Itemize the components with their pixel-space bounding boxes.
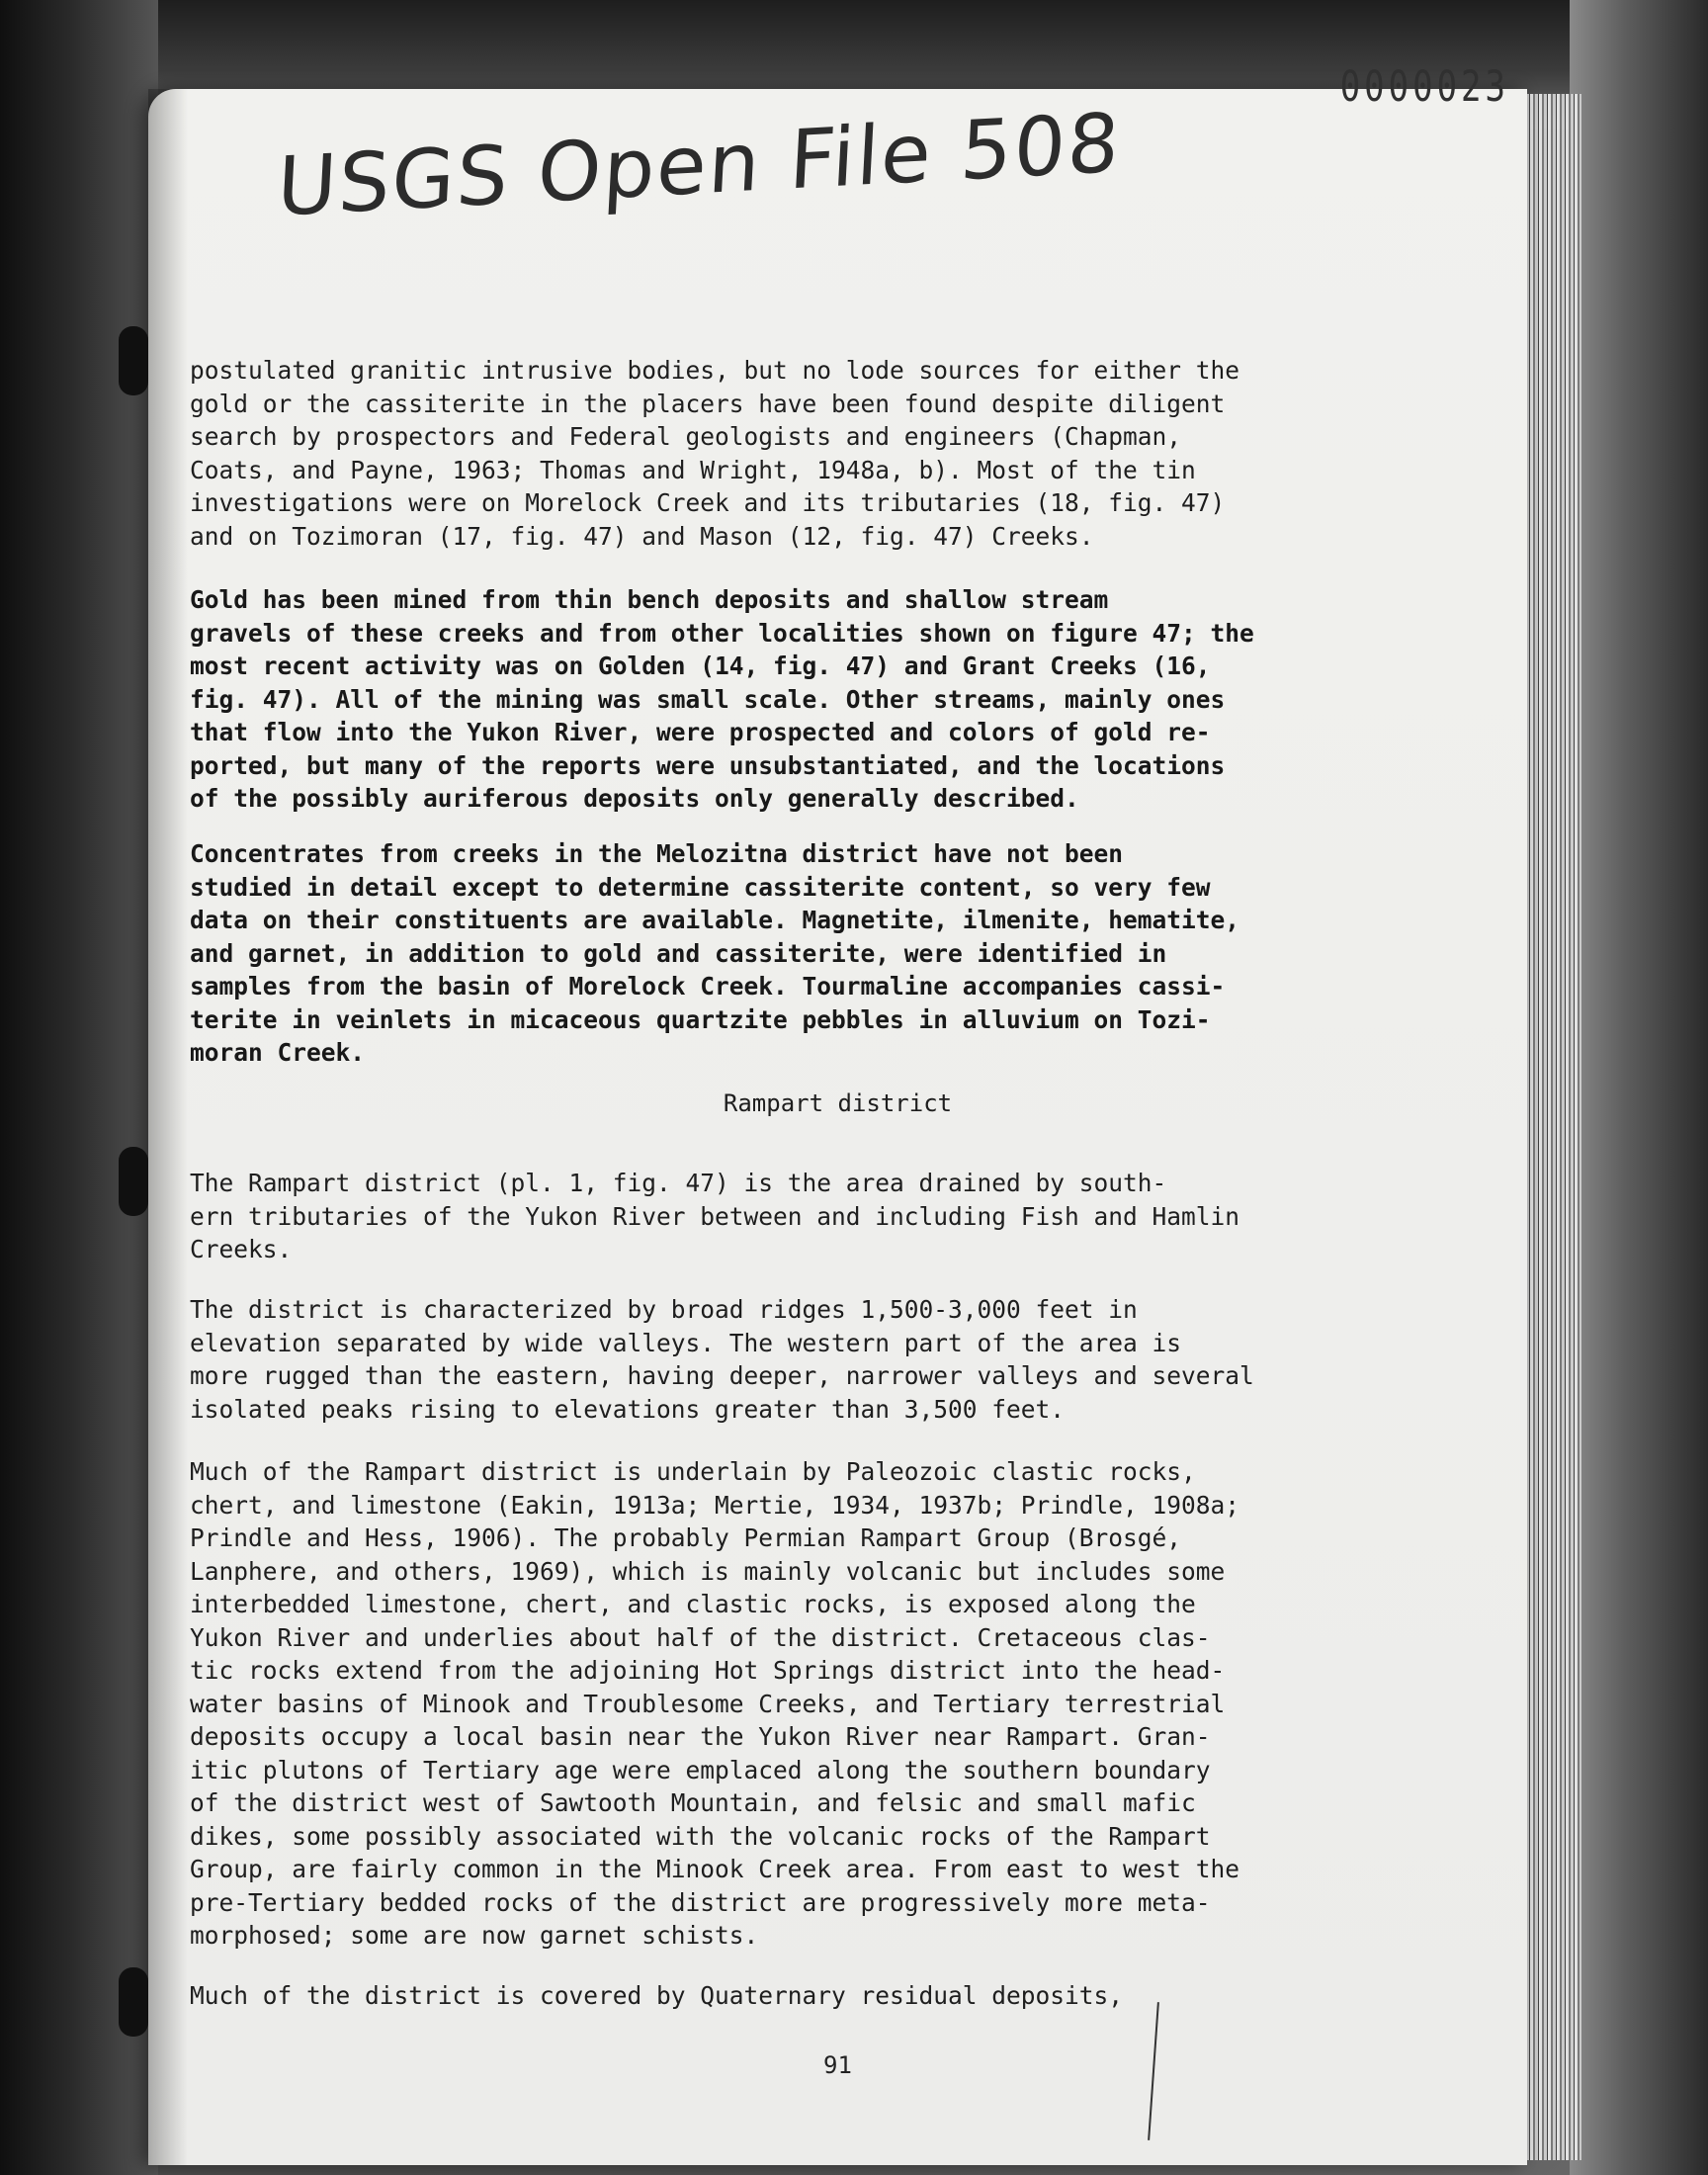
document-page [148, 62, 1527, 2165]
handwritten-title: USGS Open File 508 [275, 96, 1124, 235]
page-number: 91 [823, 2051, 852, 2079]
text-line: Much of the district is covered by Quaternary residual deposits, [190, 1981, 1124, 2010]
text-line: of the possibly auriferous deposits only generally described. [190, 784, 1079, 813]
text-line: and garnet, in addition to gold and cassiterite, were identified in [190, 938, 1167, 968]
text-line: itic plutons of Tertiary age were emplaced along the southern boundary [190, 1755, 1211, 1784]
text-line: isolated peaks rising to elevations greater than 3,500 feet. [190, 1394, 1066, 1424]
punch-hole [119, 1967, 148, 2037]
text-line: samples from the basin of Morelock Creek. Tourmaline accompanies cassi- [190, 972, 1226, 1000]
paragraph-1 [190, 354, 1475, 553]
text-line: postulated granitic intrusive bodies, but no lode sources for either the [190, 356, 1240, 385]
text-line: fig. 47). All of the mining was small scale. Other streams, mainly ones [190, 684, 1226, 714]
text-line: Lanphere, and others, 1969), which is mainly volcanic but includes some [190, 1556, 1226, 1586]
text-line: Yukon River and underlies about half of the district. Cretaceous clas- [190, 1622, 1211, 1652]
text-line: more rugged than the eastern, having deeper, narrower valleys and several [190, 1361, 1254, 1390]
text-line: pre-Tertiary bedded rocks of the district are progressively more meta- [190, 1887, 1211, 1917]
text-line: Creeks. [190, 1235, 293, 1263]
text-line: interbedded limestone, chert, and clastic rocks, is exposed along the [190, 1590, 1196, 1618]
text-line: dikes, some possibly associated with the volcanic rocks of the Rampart [190, 1821, 1211, 1851]
scan-right-edge [1570, 0, 1708, 2175]
punch-hole [119, 326, 148, 395]
text-line: that flow into the Yukon River, were prospected and colors of gold re- [190, 718, 1211, 746]
text-line: The Rampart district (pl. 1, fig. 47) is the area drained by south- [190, 1169, 1167, 1197]
text-line: and on Tozimoran (17, fig. 47) and Mason (12, fig. 47) Creeks. [190, 521, 1094, 551]
text-line: water basins of Minook and Troublesome Creeks, and Tertiary terrestrial [190, 1689, 1226, 1718]
text-line: Concentrates from creeks in the Melozitna district have not been [190, 839, 1124, 868]
text-line: Prindle and Hess, 1906). The probably Permian Rampart Group (Brosgé, [190, 1523, 1182, 1552]
text-line: search by prospectors and Federal geologists and engineers (Chapman, [190, 422, 1182, 451]
section-heading: Rampart district [723, 1089, 953, 1117]
paragraph-3 [190, 837, 1475, 1070]
text-line: tic rocks extend from the adjoining Hot Springs district into the head- [190, 1656, 1226, 1685]
text-line: investigations were on Morelock Creek and its tributaries (18, fig. 47) [190, 488, 1226, 517]
text-line: Group, are fairly common in the Minook Creek area. From east to west the [190, 1855, 1240, 1883]
text-line: deposits occupy a local basin near the Yukon River near Rampart. Gran- [190, 1722, 1211, 1751]
text-line: Gold has been mined from thin bench deposits and shallow stream [190, 585, 1109, 614]
section-paragraph-4 [190, 1979, 1475, 2013]
section-paragraph-3 [190, 1455, 1475, 1953]
punch-hole [119, 1147, 148, 1216]
text-line: gravels of these creeks and from other localities shown on figure 47; the [190, 618, 1254, 648]
text-line: morphosed; some are now garnet schists. [190, 1921, 759, 1950]
paragraph-2 [190, 583, 1475, 816]
document-stamp-number: 0000023 [1339, 62, 1509, 112]
text-line: elevation separated by wide valleys. The western part of the area is [190, 1328, 1182, 1357]
text-line: terite in veinlets in micaceous quartzite pebbles in alluvium on Tozi- [190, 1004, 1211, 1034]
text-line: gold or the cassiterite in the placers have been found despite diligent [190, 389, 1226, 418]
text-line: of the district west of Sawtooth Mountain, and felsic and small mafic [190, 1788, 1196, 1817]
text-line: data on their constituents are available. Magnetite, ilmenite, hematite, [190, 906, 1240, 934]
section-paragraph-1 [190, 1167, 1475, 1266]
text-line: studied in detail except to determine cassiterite content, so very few [190, 872, 1211, 902]
section-paragraph-2 [190, 1293, 1475, 1426]
text-line: The district is characterized by broad ridges 1,500-3,000 feet in [190, 1295, 1138, 1324]
text-line: Much of the Rampart district is underlain by Paleozoic clastic rocks, [190, 1457, 1196, 1486]
text-line: most recent activity was on Golden (14, fig. 47) and Grant Creeks (16, [190, 652, 1211, 680]
text-line: ern tributaries of the Yukon River between and including Fish and Hamlin [190, 1201, 1240, 1231]
text-line: moran Creek. [190, 1038, 366, 1067]
text-line: Coats, and Payne, 1963; Thomas and Wright, 1948a, b). Most of the tin [190, 455, 1196, 484]
text-line: ported, but many of the reports were unsubstantiated, and the locations [190, 750, 1226, 780]
text-line: chert, and limestone (Eakin, 1913a; Mertie, 1934, 1937b; Prindle, 1908a; [190, 1490, 1240, 1520]
